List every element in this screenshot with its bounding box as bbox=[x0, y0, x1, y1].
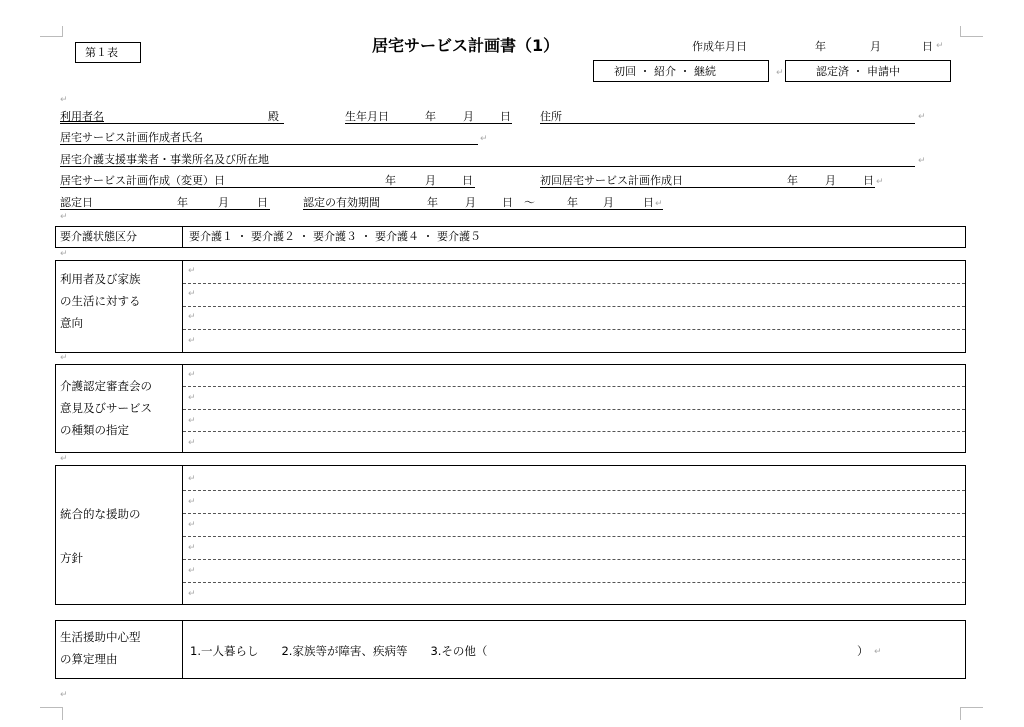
para-mark: ↵ bbox=[655, 199, 663, 209]
cert-date-label: 認定日 bbox=[60, 196, 93, 209]
valid-from-year: 年 bbox=[427, 196, 438, 209]
birth-year: 年 bbox=[425, 110, 436, 123]
policy-label: 統合的な援助の 方針 bbox=[60, 507, 141, 565]
period-tilde: ～ bbox=[524, 196, 535, 209]
birth-day: 日 bbox=[500, 110, 511, 123]
first-plan-date-label: 初回居宅サービス計画作成日 bbox=[540, 174, 683, 187]
para-mark: ↵ bbox=[60, 249, 68, 259]
valid-period-line bbox=[303, 209, 663, 210]
para-mark: ↵ bbox=[918, 156, 926, 166]
created-date-label: 作成年月日 bbox=[692, 40, 747, 53]
intent-label: 利用者及び家族 の生活に対する 意向 bbox=[60, 272, 141, 330]
corner-top-left bbox=[40, 26, 63, 37]
section-divider bbox=[182, 620, 183, 679]
page-title: 居宅サービス計画書（1） bbox=[372, 36, 560, 55]
dashed-line bbox=[183, 283, 965, 284]
para-mark: ↵ bbox=[776, 68, 784, 78]
valid-to-day: 日 bbox=[643, 196, 654, 209]
birthdate-label: 生年月日 bbox=[345, 110, 389, 123]
address-label: 住所 bbox=[540, 110, 562, 123]
dashed-line bbox=[183, 386, 965, 387]
section-divider bbox=[182, 465, 183, 605]
created-year: 年 bbox=[815, 40, 826, 53]
para-mark: ↵ bbox=[480, 134, 488, 144]
close-paren: ） bbox=[857, 644, 869, 658]
cert-day: 日 bbox=[257, 196, 268, 209]
dashed-line bbox=[183, 409, 965, 410]
valid-to-year: 年 bbox=[567, 196, 578, 209]
dashed-line bbox=[183, 582, 965, 583]
dashed-line bbox=[183, 490, 965, 491]
para-mark: ↵ bbox=[188, 520, 196, 530]
para-mark: ↵ bbox=[936, 41, 944, 51]
para-mark: ↵ bbox=[188, 393, 196, 403]
office-line bbox=[60, 166, 915, 167]
cert-date-line bbox=[60, 209, 270, 210]
birth-month: 月 bbox=[463, 110, 474, 123]
plan-change-year: 年 bbox=[385, 174, 396, 187]
user-name-line bbox=[60, 123, 284, 124]
corner-bottom-right bbox=[960, 707, 983, 720]
first-plan-day: 日 bbox=[863, 174, 874, 187]
created-day: 日 bbox=[922, 40, 933, 53]
plan-type-box bbox=[593, 60, 769, 82]
created-month: 月 bbox=[870, 40, 881, 53]
cert-year: 年 bbox=[177, 196, 188, 209]
dashed-line bbox=[183, 559, 965, 560]
dashed-line bbox=[183, 329, 965, 330]
valid-to-month: 月 bbox=[603, 196, 614, 209]
plan-type-options: 初回 ・ 紹介 ・ 継続 bbox=[614, 65, 716, 78]
para-mark: ↵ bbox=[188, 370, 196, 380]
dashed-line bbox=[183, 306, 965, 307]
cert-month: 月 bbox=[218, 196, 229, 209]
review-opinion-label: 介護認定審査会の 意見及びサービス の種類の指定 bbox=[60, 379, 152, 437]
cert-status-box bbox=[785, 60, 951, 82]
para-mark: ↵ bbox=[188, 543, 196, 553]
para-mark: ↵ bbox=[188, 566, 196, 576]
para-mark: ↵ bbox=[188, 589, 196, 599]
valid-from-day: 日 bbox=[502, 196, 513, 209]
valid-period-label: 認定の有効期間 bbox=[303, 196, 380, 209]
user-name-label: 利用者名 bbox=[60, 110, 104, 123]
first-plan-date-line bbox=[540, 187, 875, 188]
para-mark: ↵ bbox=[876, 177, 884, 187]
office-label: 居宅介護支援事業者・事業所名及び所在地 bbox=[60, 153, 269, 166]
planner-line bbox=[60, 144, 478, 145]
dashed-line bbox=[183, 431, 965, 432]
corner-bottom-left bbox=[40, 707, 63, 720]
para-mark: ↵ bbox=[60, 212, 68, 222]
para-mark: ↵ bbox=[188, 438, 196, 448]
planner-label: 居宅サービス計画作成者氏名 bbox=[60, 131, 203, 144]
valid-from-month: 月 bbox=[465, 196, 476, 209]
plan-change-date-label: 居宅サービス計画作成（変更）日 bbox=[60, 174, 225, 187]
honorific: 殿 bbox=[268, 110, 279, 123]
table-number: 第１表 bbox=[85, 46, 118, 59]
para-mark: ↵ bbox=[188, 289, 196, 299]
para-mark: ↵ bbox=[60, 454, 68, 464]
dashed-line bbox=[183, 513, 965, 514]
para-mark: ↵ bbox=[188, 497, 196, 507]
para-mark: ↵ bbox=[188, 336, 196, 346]
first-plan-year: 年 bbox=[787, 174, 798, 187]
plan-change-month: 月 bbox=[425, 174, 436, 187]
para-mark: ↵ bbox=[918, 112, 926, 122]
para-mark: ↵ bbox=[188, 416, 196, 426]
address-line bbox=[540, 123, 915, 124]
para-mark: ↵ bbox=[60, 353, 68, 363]
corner-top-right bbox=[960, 26, 983, 37]
para-mark: ↵ bbox=[60, 690, 68, 700]
life-support-label: 生活援助中心型 の算定理由 bbox=[60, 630, 141, 666]
para-mark: ↵ bbox=[874, 647, 882, 657]
dashed-line bbox=[183, 536, 965, 537]
cert-status-options: 認定済 ・ 申請中 bbox=[816, 65, 900, 78]
first-plan-month: 月 bbox=[825, 174, 836, 187]
para-mark: ↵ bbox=[188, 266, 196, 276]
plan-change-date-line bbox=[60, 187, 475, 188]
policy-section bbox=[55, 465, 966, 605]
para-mark: ↵ bbox=[188, 312, 196, 322]
care-level-divider bbox=[182, 226, 183, 248]
plan-change-day: 日 bbox=[462, 174, 473, 187]
birthdate-line bbox=[345, 123, 512, 124]
life-support-reasons: 1.一人暮らし 2.家族等が障害、疾病等 3.その他（ bbox=[190, 644, 488, 658]
table-number-box bbox=[75, 42, 141, 63]
care-level-options: 要介護１ ・ 要介護２ ・ 要介護３ ・ 要介護４ ・ 要介護５ bbox=[189, 230, 481, 243]
para-mark: ↵ bbox=[188, 474, 196, 484]
para-mark: ↵ bbox=[60, 95, 68, 105]
care-level-label: 要介護状態区分 bbox=[60, 230, 137, 243]
